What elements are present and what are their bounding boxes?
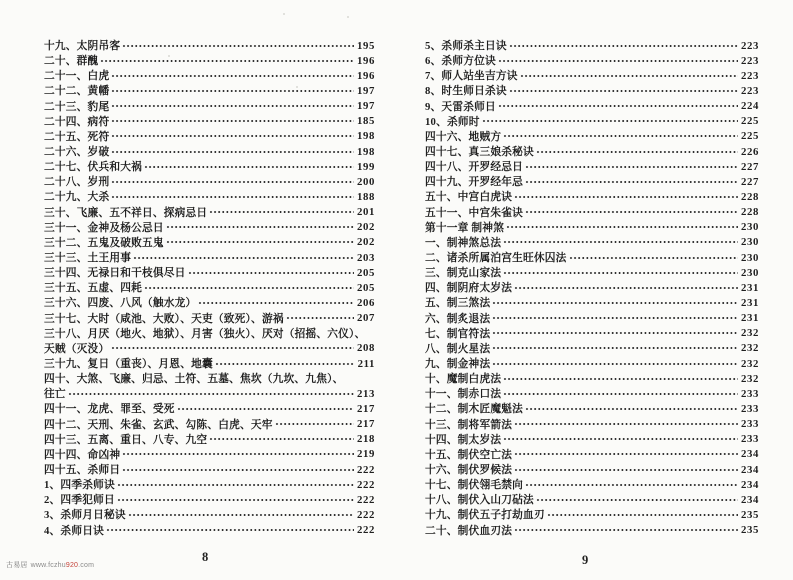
entry-page-number: 205	[357, 266, 375, 279]
toc-entry	[44, 99, 375, 114]
entry-title: 五十一、中宫朱雀诀	[425, 206, 523, 219]
dot-leader	[111, 150, 354, 154]
entry-page-number: 196	[357, 54, 375, 67]
toc-entry	[425, 68, 759, 83]
entry-title: 7、师人站坐吉方诀	[425, 70, 518, 83]
entry-title: 四十二、天刑、朱雀、玄武、勾陈、白虎、天牢	[44, 418, 273, 431]
entry-page-number: 232	[741, 342, 759, 355]
entry-page-number: 206	[357, 296, 375, 309]
toc-entry	[44, 507, 375, 522]
entry-title: 二、诸杀所属泊宫生旺休囚法	[425, 252, 567, 265]
dot-leader	[514, 422, 738, 426]
dot-leader	[536, 150, 738, 154]
entry-title: 二十三、豹尾	[44, 100, 110, 113]
toc-entry	[44, 462, 375, 477]
entry-page-number: 233	[741, 402, 759, 415]
entry-page-number: 205	[357, 281, 375, 294]
dot-leader	[503, 437, 738, 441]
toc-entry	[44, 432, 375, 447]
entry-page-number: 232	[741, 357, 759, 370]
dot-leader	[547, 513, 738, 517]
dot-leader	[506, 225, 738, 229]
dot-leader	[492, 331, 738, 335]
dot-leader	[525, 483, 738, 487]
entry-page-number: 199	[357, 160, 375, 173]
dot-leader	[68, 392, 354, 396]
entry-page-number: 197	[357, 84, 375, 97]
toc-entry	[425, 53, 759, 68]
toc-entry	[425, 507, 759, 522]
toc-entry	[425, 205, 759, 220]
entry-page-number: 213	[357, 387, 375, 400]
entry-page-number: 198	[357, 145, 375, 158]
dot-leader	[503, 392, 738, 396]
dot-leader	[166, 240, 354, 244]
toc-entry	[425, 159, 759, 174]
dot-leader	[188, 271, 354, 275]
toc-entry	[44, 83, 375, 98]
dot-leader	[492, 362, 738, 366]
dot-leader	[117, 498, 354, 502]
dot-leader	[503, 134, 738, 138]
entry-title: 八、制火星法	[425, 342, 491, 355]
watermark-url-suffix: .com	[78, 562, 95, 569]
toc-entry	[44, 280, 375, 295]
toc-entry	[425, 311, 759, 326]
entry-title: 二十四、病符	[44, 115, 110, 128]
entry-title: 3、杀师月日秘诀	[44, 509, 126, 522]
entry-page-number: 227	[741, 160, 759, 173]
toc-entry	[425, 341, 759, 356]
entry-page-number: 218	[357, 433, 375, 446]
watermark-url-prefix: www.fczhu	[30, 562, 66, 569]
scan-speck	[296, 86, 298, 88]
dot-leader	[569, 256, 738, 260]
entry-page-number: 231	[741, 281, 759, 294]
dot-leader	[111, 119, 354, 123]
toc-entry	[425, 174, 759, 189]
scan-speck	[168, 55, 170, 57]
toc-entry	[425, 417, 759, 432]
entry-page-number: 223	[741, 84, 759, 97]
entry-title: 三十二、五鬼及破败五鬼	[44, 236, 164, 249]
entry-title: 四十七、真三娘杀秘诀	[425, 146, 534, 159]
dot-leader	[503, 377, 738, 381]
dot-leader	[286, 316, 354, 320]
dot-leader	[498, 59, 738, 63]
entry-page-number: 222	[357, 524, 375, 537]
entry-title: 三十三、土王用事	[44, 252, 132, 265]
toc-entry	[44, 129, 375, 144]
entry-title: 十、魔制白虎法	[425, 373, 502, 386]
entry-title: 一、制神煞总法	[425, 236, 502, 249]
entry-title: 四十八、开罗经忌日	[425, 161, 523, 174]
toc-entry	[44, 523, 375, 538]
toc-entry	[425, 295, 759, 310]
entry-title: 8、时生师日杀诀	[425, 85, 507, 98]
toc-entry	[425, 492, 759, 507]
toc-entry	[44, 295, 375, 310]
entry-page-number: 223	[741, 54, 759, 67]
entry-title: 9、天雷杀师日	[425, 100, 496, 113]
dot-leader	[509, 89, 738, 93]
entry-page-number: 200	[357, 175, 375, 188]
entry-page-number: 195	[357, 39, 375, 52]
page-number-right: 9	[582, 553, 589, 567]
toc-entry	[44, 144, 375, 159]
toc-entry	[44, 250, 375, 265]
entry-page-number: 232	[741, 327, 759, 340]
entry-page-number: 230	[741, 251, 759, 264]
entry-page-number: 222	[357, 493, 375, 506]
watermark-url-accent: 920	[65, 562, 79, 569]
dot-leader	[144, 286, 354, 290]
toc-entry	[44, 38, 375, 53]
dot-leader	[525, 407, 738, 411]
entry-page-number: 231	[741, 312, 759, 325]
dot-leader	[106, 528, 354, 532]
toc-entry	[425, 38, 759, 53]
entry-page-number: 230	[741, 236, 759, 249]
entry-page-number: 223	[741, 69, 759, 82]
entry-page-number: 231	[741, 296, 759, 309]
toc-entry	[425, 144, 759, 159]
dot-leader	[128, 513, 354, 517]
toc-entry	[44, 159, 375, 174]
dot-leader	[177, 407, 354, 411]
toc-entry	[425, 189, 759, 204]
entry-title: 第十一章 制神煞	[425, 221, 505, 234]
entry-title: 10、杀师时	[425, 115, 480, 128]
toc-entry	[425, 235, 759, 250]
dot-leader	[111, 195, 354, 199]
entry-page-number: 222	[357, 478, 375, 491]
entry-page-number: 226	[741, 145, 759, 158]
entry-title: 三、制克山家法	[425, 267, 502, 280]
entry-page-number: 233	[741, 433, 759, 446]
entry-title: 十六、制伏罗候法	[425, 464, 513, 476]
dot-leader	[525, 210, 738, 214]
scan-speck	[283, 13, 285, 15]
entry-title: 2、四季犯师日	[44, 494, 115, 507]
entry-page-number: 217	[357, 402, 375, 415]
entry-page-number: 227	[741, 175, 759, 188]
toc-entry	[44, 265, 375, 280]
toc-entry	[425, 114, 759, 129]
entry-title: 十一、制赤口法	[425, 388, 502, 401]
dot-leader	[198, 301, 354, 305]
entry-title: 四十一、龙虎、罪至、受死	[44, 403, 175, 416]
entry-title: 三十九、复日（重丧）、月恩、地囊	[44, 358, 213, 371]
entry-title: 四十五、杀师日	[44, 464, 121, 476]
entry-page-number: 230	[741, 221, 759, 234]
dot-leader	[133, 256, 354, 260]
entry-title: 十九、制伏五子打劫血刃	[425, 509, 545, 522]
entry-title: 二十二、黄幡	[44, 85, 110, 98]
toc-entry	[44, 205, 375, 220]
toc-column-right	[425, 38, 759, 538]
entry-title: 四十四、命凶神	[44, 448, 121, 461]
dot-leader	[111, 74, 354, 78]
entry-page-number: 203	[357, 251, 375, 264]
toc-entry	[425, 477, 759, 492]
entry-title: 1、四季杀师诀	[44, 479, 115, 492]
entry-page-number: 235	[741, 524, 759, 537]
entry-title: 三十八、月厌（地火、地狱）、月害（独火）、厌对（招摇、六仪）、	[44, 327, 366, 340]
dot-leader	[122, 44, 354, 48]
entry-title: 二十六、岁破	[44, 146, 110, 159]
toc-entry	[425, 447, 759, 462]
toc-entry	[425, 129, 759, 144]
dot-leader	[111, 346, 354, 350]
entry-page-number: 208	[357, 342, 375, 355]
entry-page-number: 235	[741, 508, 759, 521]
entry-page-number: 219	[357, 448, 375, 461]
dot-leader	[117, 483, 354, 487]
entry-title: 二十八、岁刑	[44, 176, 110, 189]
entry-page-number: 228	[741, 190, 759, 203]
toc-entry	[44, 386, 375, 401]
entry-title: 天贼（灭没）	[44, 342, 110, 355]
scan-speck	[347, 16, 349, 18]
toc-entry	[425, 523, 759, 538]
toc-entry	[44, 174, 375, 189]
entry-page-number: 234	[741, 478, 759, 491]
toc-entry	[425, 432, 759, 447]
entry-page-number: 234	[741, 463, 759, 476]
toc-entry	[44, 326, 375, 341]
toc-entry	[44, 235, 375, 250]
dot-leader	[525, 180, 738, 184]
toc-entry	[425, 371, 759, 386]
dot-leader	[166, 225, 354, 229]
dot-leader	[215, 362, 355, 366]
entry-page-number: 222	[357, 508, 375, 521]
toc-entry	[425, 356, 759, 371]
dot-leader	[525, 165, 738, 169]
entry-title: 4、杀师日诀	[44, 524, 104, 537]
toc-column-left	[44, 38, 375, 538]
dot-leader	[111, 134, 354, 138]
dot-leader	[514, 286, 738, 290]
dot-leader	[482, 119, 738, 123]
toc-entry	[425, 401, 759, 416]
toc-entry	[425, 220, 759, 235]
dot-leader	[144, 165, 354, 169]
entry-page-number: 228	[741, 206, 759, 219]
dot-leader	[520, 74, 738, 78]
dot-leader	[514, 468, 738, 472]
toc-entry	[44, 114, 375, 129]
entry-page-number: 202	[357, 236, 375, 249]
toc-entry	[425, 83, 759, 98]
entry-title: 5、杀师杀主日诀	[425, 40, 507, 53]
entry-page-number: 233	[741, 418, 759, 431]
entry-title: 三十六、四废、八风（触水龙）	[44, 297, 197, 310]
entry-page-number: 222	[357, 463, 375, 476]
watermark	[6, 560, 94, 570]
entry-title: 四十、大煞、飞廉、归忌、土符、五墓、焦坎（九坎、九焦）、	[44, 373, 344, 386]
entry-page-number: 188	[357, 190, 375, 203]
entry-page-number: 196	[357, 69, 375, 82]
toc-entry	[425, 250, 759, 265]
dot-leader	[503, 271, 738, 275]
toc-entry	[425, 265, 759, 280]
dot-leader	[111, 104, 354, 108]
entry-title: 四、制阴府太岁法	[425, 282, 513, 295]
entry-title: 四十六、地贼方	[425, 130, 502, 143]
toc-entry	[425, 326, 759, 341]
dot-leader	[492, 346, 738, 350]
toc-entry	[44, 341, 375, 356]
entry-title: 往亡	[44, 388, 66, 401]
entry-title: 七、制官符法	[425, 327, 491, 340]
entry-title: 二十、群醜	[44, 55, 99, 68]
entry-page-number: 185	[357, 115, 375, 128]
dot-leader	[100, 59, 354, 63]
entry-title: 四十三、五离、重日、八专、九空	[44, 433, 208, 446]
entry-page-number: 225	[741, 115, 759, 128]
entry-title: 三十七、大时（咸池、大败）、天吏（致死）、游祸	[44, 312, 284, 325]
entry-title: 十七、制伏翎毛禁向	[425, 479, 523, 492]
entry-page-number: 234	[741, 493, 759, 506]
entry-title: 三十四、无禄日和干枝俱尽日	[44, 267, 186, 280]
toc-entry	[44, 68, 375, 83]
toc-entry	[44, 189, 375, 204]
page-number-left: 8	[202, 550, 209, 564]
entry-title: 十九、太阴吊客	[44, 40, 121, 53]
dot-leader	[514, 452, 738, 456]
entry-page-number: 197	[357, 100, 375, 113]
entry-title: 十五、制伏空亡法	[425, 448, 513, 461]
entry-title: 三十五、五虚、四耗	[44, 282, 142, 295]
toc-entry	[44, 492, 375, 507]
toc-entry	[44, 311, 375, 326]
dot-leader	[209, 437, 354, 441]
watermark-site-label: 古易居	[6, 562, 28, 569]
entry-page-number: 198	[357, 130, 375, 143]
dot-leader	[514, 195, 738, 199]
entry-page-number: 230	[741, 266, 759, 279]
toc-entry	[44, 401, 375, 416]
entry-page-number: 217	[357, 418, 375, 431]
toc-entry	[44, 447, 375, 462]
dot-leader	[492, 316, 738, 320]
entry-page-number: 207	[357, 312, 375, 325]
entry-title: 十二、制木匠魔魁法	[425, 403, 523, 416]
entry-title: 四十九、开罗经年忌	[425, 176, 523, 189]
entry-page-number: 232	[741, 372, 759, 385]
entry-title: 二十七、伏兵和大祸	[44, 161, 142, 174]
entry-page-number: 223	[741, 39, 759, 52]
dot-leader	[492, 301, 738, 305]
entry-title: 五十、中宫白虎诀	[425, 191, 513, 204]
dot-leader	[111, 89, 354, 93]
dot-leader	[503, 240, 738, 244]
toc-entry	[425, 462, 759, 477]
entry-page-number: 225	[741, 130, 759, 143]
toc-entry	[425, 386, 759, 401]
toc-entry	[44, 220, 375, 235]
toc-entry	[44, 356, 375, 371]
entry-page-number: 233	[741, 387, 759, 400]
dot-leader	[275, 422, 354, 426]
entry-title: 6、杀师方位诀	[425, 55, 496, 68]
dot-leader	[122, 468, 354, 472]
dot-leader	[536, 498, 738, 502]
entry-page-number: 202	[357, 221, 375, 234]
entry-page-number: 234	[741, 448, 759, 461]
toc-entry	[425, 99, 759, 114]
entry-title: 十四、制太岁法	[425, 433, 502, 446]
entry-page-number: 224	[741, 100, 759, 113]
entry-title: 十三、制将军箭法	[425, 418, 513, 431]
dot-leader	[122, 452, 354, 456]
entry-title: 二十九、大杀	[44, 191, 110, 204]
toc-entry	[44, 371, 375, 386]
entry-page-number: 201	[357, 206, 375, 219]
toc-entry	[44, 417, 375, 432]
entry-title: 二十一、白虎	[44, 70, 110, 83]
entry-title: 二十五、死符	[44, 130, 110, 143]
entry-title: 二十、制伏血刃法	[425, 524, 513, 537]
entry-title: 十八、制伏入山刀砧法	[425, 494, 534, 507]
toc-entry	[44, 53, 375, 68]
dot-leader	[514, 528, 738, 532]
entry-title: 五、制三煞法	[425, 297, 491, 310]
dot-leader	[498, 104, 738, 108]
entry-title: 六、制炙退法	[425, 312, 491, 325]
entry-title: 三十、飞廉、五不祥日、探病忌日	[44, 206, 208, 219]
dot-leader	[111, 180, 354, 184]
entry-page-number: 211	[357, 357, 375, 370]
dot-leader	[209, 210, 354, 214]
toc-entry	[425, 280, 759, 295]
entry-title: 三十一、金神及杨公忌日	[44, 221, 164, 234]
dot-leader	[509, 44, 738, 48]
toc-entry	[44, 477, 375, 492]
entry-title: 九、制金神法	[425, 358, 491, 371]
